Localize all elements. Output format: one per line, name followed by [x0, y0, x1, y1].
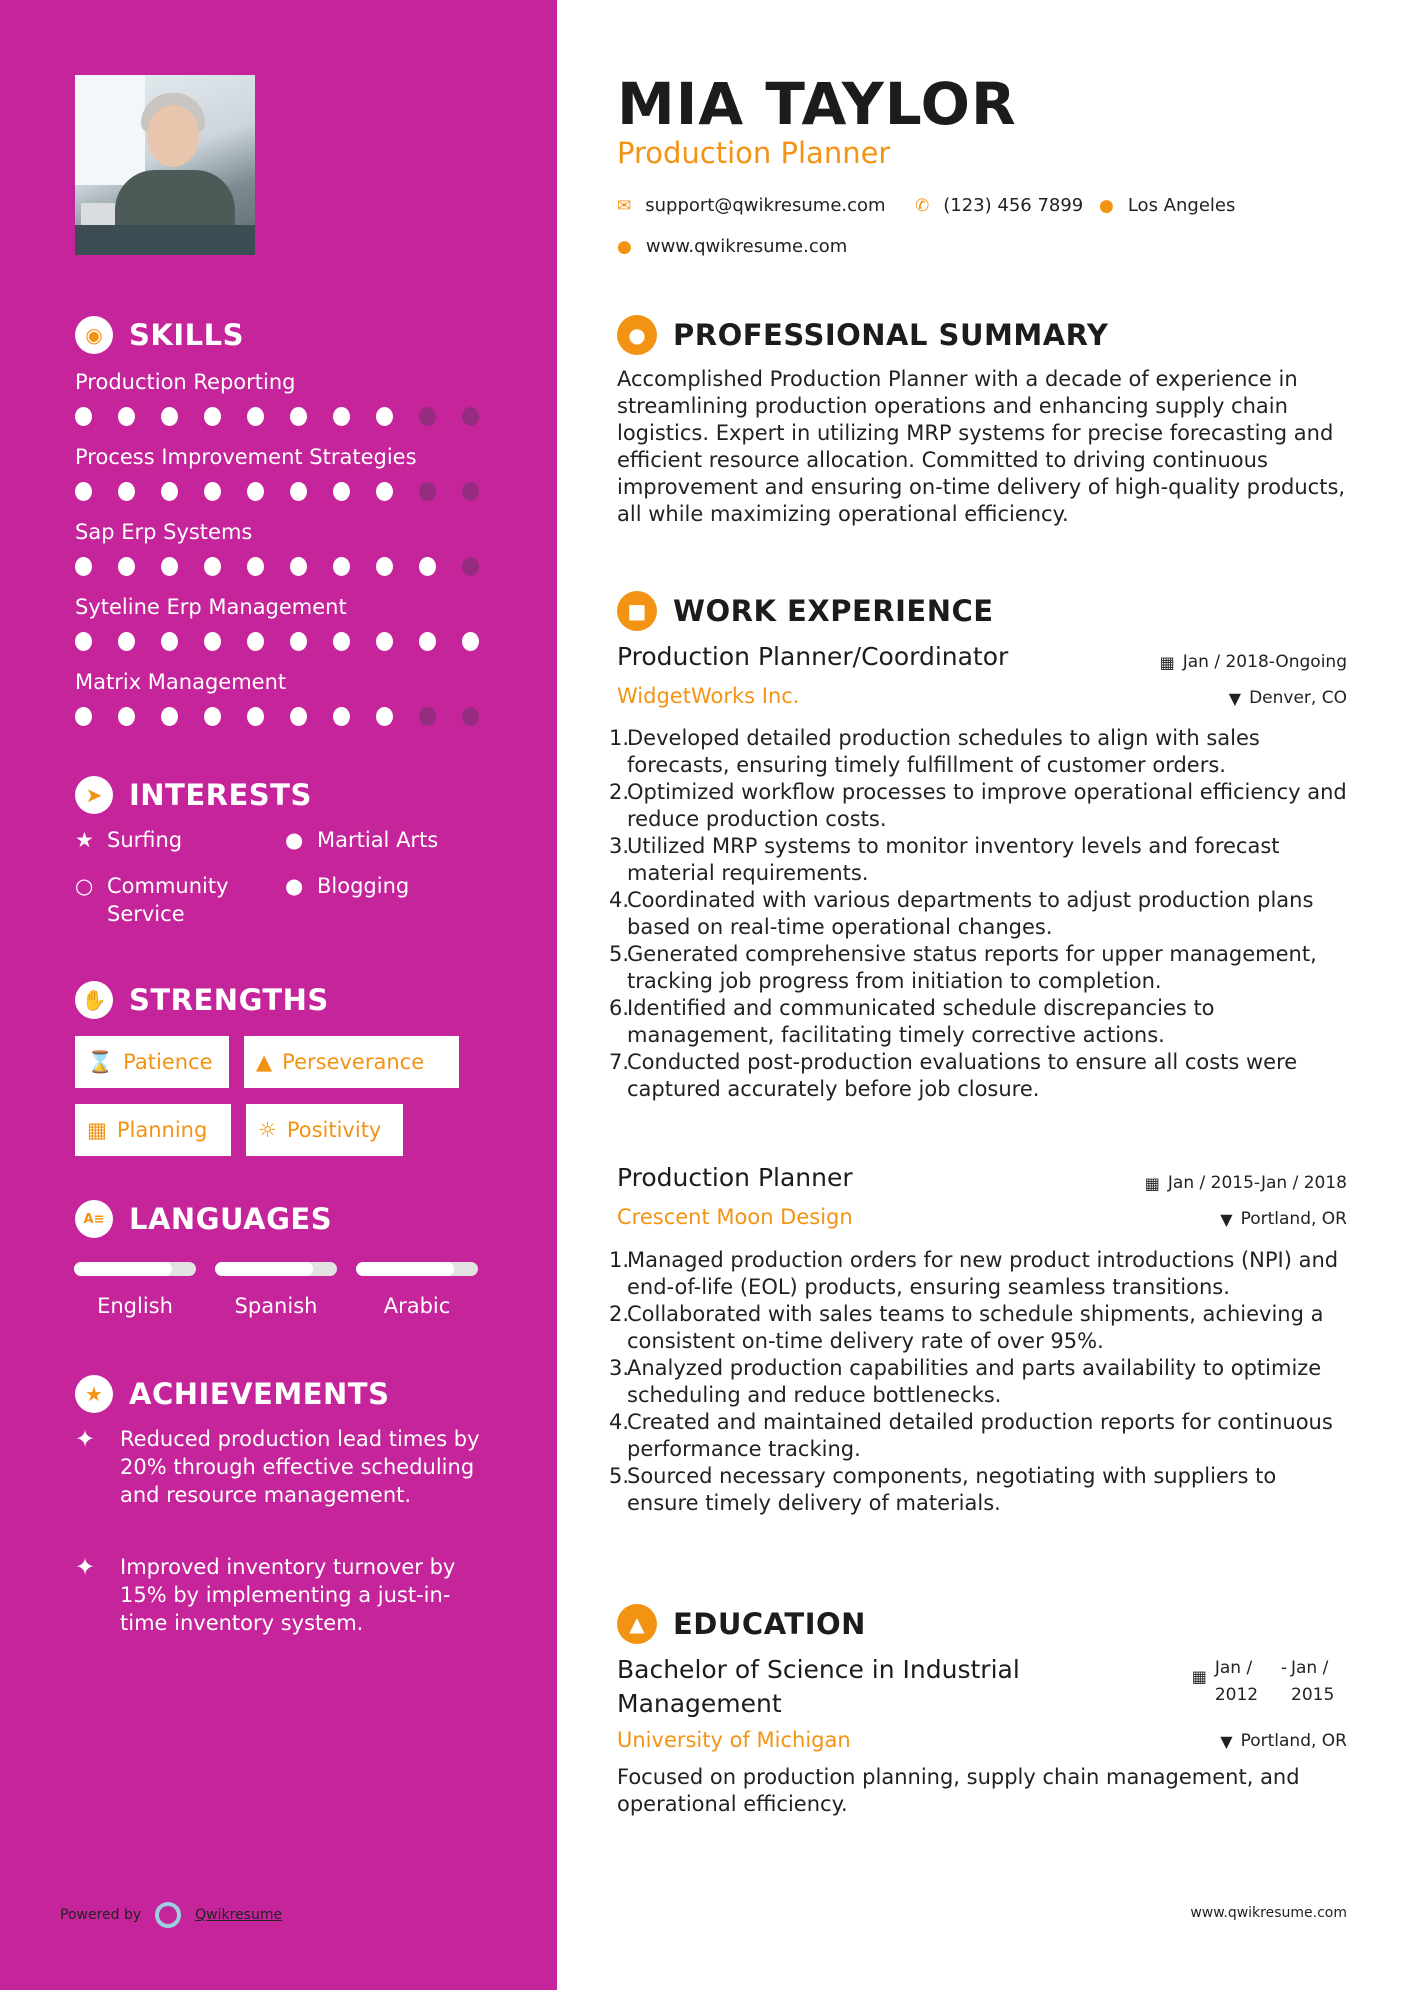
list-item: 1. Developed detailed production schedules to align with sales forecasts, ensuring timely fulfillment of customer orders. — [609, 726, 1260, 777]
job-duties — [609, 725, 1349, 1103]
users-icon: ● — [285, 874, 304, 898]
strength-badge: ▲ Perseverance — [244, 1036, 459, 1088]
skill-dot — [118, 707, 135, 726]
hand-icon: ○ — [75, 874, 94, 898]
skill-rating — [75, 557, 505, 576]
skill-dot — [290, 632, 307, 651]
user-icon: ● — [617, 315, 657, 355]
skill-dot — [419, 407, 436, 426]
skill-dot — [333, 407, 350, 426]
globe-icon: ● — [617, 236, 632, 257]
skill-dot — [290, 482, 307, 501]
company-name: Crescent Moon Design — [617, 1205, 853, 1229]
language-name: Spanish — [234, 1294, 318, 1318]
skill-dot — [419, 482, 436, 501]
education-dates: ▦ Jan / 2012 - Jan / 2015 — [1191, 1658, 1335, 1705]
language-level-bar — [215, 1262, 337, 1276]
achievement-item: ✦ Reduced production lead times by 20% through effective scheduling and resource management. — [75, 1425, 480, 1507]
skill-dot — [161, 707, 178, 726]
skill-dot — [204, 557, 221, 576]
job-dates: ▦ Jan / 2018-Ongoing — [1159, 652, 1347, 672]
list-item: 4. Coordinated with various departments to adjust production plans based on real-time operational changes. — [609, 888, 1314, 939]
skill-item: Syteline Erp Management — [75, 595, 505, 651]
skill-dot — [419, 707, 436, 726]
skill-dot — [75, 632, 92, 651]
skill-dot — [204, 707, 221, 726]
skill-dot — [290, 557, 307, 576]
strength-badge: ⌛ Patience — [75, 1036, 229, 1088]
main-content — [557, 0, 1407, 1990]
skill-item: Sap Erp Systems — [75, 520, 505, 576]
skill-dot — [333, 632, 350, 651]
email-link[interactable]: support@qwikresume.com — [645, 195, 886, 216]
skill-dot — [462, 407, 479, 426]
job-dates: ▦ Jan / 2015-Jan / 2018 — [1144, 1173, 1347, 1193]
interest-item: ● Martial Arts — [285, 828, 439, 852]
skill-dot — [462, 632, 479, 651]
calendar-icon: ▦ — [1144, 1173, 1160, 1193]
skill-rating — [75, 407, 505, 426]
skill-dot — [376, 707, 393, 726]
skill-item: Process Improvement Strategies — [75, 445, 505, 501]
skill-dot — [333, 707, 350, 726]
degree-title: Bachelor of Science in Industrial Management — [617, 1655, 1020, 1718]
strength-badge: ▦ Planning — [75, 1104, 231, 1156]
skill-dot — [419, 632, 436, 651]
list-item: 3. Utilized MRP systems to monitor inventory levels and forecast material requirements. — [609, 834, 1280, 885]
profile-photo — [75, 75, 255, 255]
skill-dot — [75, 707, 92, 726]
interest-item: ★ Surfing — [75, 828, 183, 852]
interest-item: ○ Community Service — [75, 874, 229, 926]
achievement-item: ✦ Improved inventory turnover by 15% by implementing a just-in-time inventory system. — [75, 1553, 456, 1635]
skill-dot — [247, 557, 264, 576]
skill-rating — [75, 707, 505, 726]
footer-url[interactable]: www.qwikresume.com — [1190, 1905, 1347, 1921]
skill-dot — [376, 557, 393, 576]
skill-dot — [376, 407, 393, 426]
skill-dot — [118, 407, 135, 426]
skill-dot — [75, 482, 92, 501]
location-contact: ● Los Angeles — [1099, 195, 1236, 216]
hourglass-icon: ⌛ — [87, 1049, 114, 1074]
sun-icon: ☼ — [258, 1118, 277, 1142]
list-item: 1. Managed production orders for new product introductions (NPI) and end-of-life (EOL) products, ensuring seamless transitions. — [609, 1248, 1339, 1299]
shooting-star-icon: ✦ — [75, 1425, 96, 1453]
skill-dot — [118, 632, 135, 651]
skill-dot — [462, 482, 479, 501]
list-item: 4. Created and maintained detailed production reports for continuous performance tracking. — [609, 1410, 1333, 1461]
list-item: 5. Generated comprehensive status reports for upper management, tracking job progress from initiation to completion. — [609, 942, 1317, 993]
skill-dot — [376, 482, 393, 501]
interest-item: ● Blogging — [285, 874, 410, 898]
list-item: 6. Identified and communicated schedule discrepancies to management, facilitating timely corrective actions. — [609, 996, 1215, 1047]
trophy-icon: ★ — [75, 1375, 113, 1413]
list-item: 3. Analyzed production capabilities and parts availability to optimize scheduling and reduce bottlenecks. — [609, 1356, 1322, 1407]
skill-dot — [419, 557, 436, 576]
skill-dot — [247, 482, 264, 501]
interests-heading: ➤ INTERESTS — [75, 776, 312, 814]
skill-dot — [161, 407, 178, 426]
strength-badge: ☼ Positivity — [246, 1104, 403, 1156]
job-title: Production Planner/Coordinator — [617, 642, 1009, 671]
phone-contact: ✆ (123) 456 7899 — [915, 195, 1084, 216]
fist-icon: ✋ — [75, 981, 113, 1019]
education-heading: ▲ EDUCATION — [617, 1604, 866, 1644]
list-item: 5. Sourced necessary components, negotiating with suppliers to ensure timely delivery of materials. — [609, 1464, 1277, 1515]
skill-dot — [290, 707, 307, 726]
calendar-icon: ▦ — [87, 1118, 107, 1142]
website-contact — [617, 236, 847, 257]
company-name: WidgetWorks Inc. — [617, 684, 800, 708]
pushpin-icon: ▼ — [1228, 688, 1242, 708]
skill-dot — [333, 482, 350, 501]
briefcase-icon: ■ — [617, 591, 657, 631]
skill-dot — [118, 482, 135, 501]
skill-dot — [204, 407, 221, 426]
skill-dot — [376, 632, 393, 651]
experience-heading: ■ WORK EXPERIENCE — [617, 591, 994, 631]
skill-dot — [333, 557, 350, 576]
shooting-star-icon: ✦ — [75, 1553, 96, 1581]
pushpin-icon: ▼ — [1220, 1209, 1233, 1229]
skill-dot — [247, 707, 264, 726]
skill-rating — [75, 632, 505, 651]
star-icon: ★ — [75, 828, 94, 852]
skill-dot — [161, 557, 178, 576]
sidebar — [0, 0, 557, 1990]
skills-heading: ◉ SKILLS — [75, 316, 244, 354]
powered-by: Powered by Qwikresume — [60, 1902, 282, 1928]
qwikresume-link[interactable]: Qwikresume — [195, 1907, 283, 1923]
paper-plane-icon: ➤ — [75, 776, 113, 814]
skill-dot — [75, 557, 92, 576]
lightbulb-icon: ◉ — [75, 316, 113, 354]
language-name: Arabic — [383, 1294, 451, 1318]
skill-dot — [247, 632, 264, 651]
skill-dot — [204, 632, 221, 651]
language-level-bar — [74, 1262, 196, 1276]
skill-item: Matrix Management — [75, 670, 505, 726]
job-location: ▼ Portland, OR — [1220, 1209, 1347, 1229]
job-location: ▼ Denver, CO — [1228, 688, 1347, 708]
globe-icon: ● — [285, 828, 304, 852]
skill-dot — [118, 557, 135, 576]
job-title: Production Planner — [617, 1163, 853, 1192]
skill-dot — [462, 707, 479, 726]
summary-heading: ● PROFESSIONAL SUMMARY — [617, 315, 1108, 355]
skill-item: Production Reporting — [75, 370, 505, 426]
skill-dot — [161, 482, 178, 501]
map-pin-icon: ● — [1099, 195, 1114, 216]
list-item: 7. Conducted post-production evaluations to ensure all costs were captured accurately before job closure. — [609, 1050, 1298, 1101]
skill-dot — [462, 557, 479, 576]
education-location: ▼ Portland, OR — [1220, 1731, 1347, 1751]
road-icon: ▲ — [256, 1050, 273, 1074]
skill-dot — [161, 632, 178, 651]
strengths-heading: ✋ STRENGTHS — [75, 981, 329, 1019]
candidate-name: MIA TAYLOR — [617, 70, 1017, 138]
envelope-icon: ✉ — [617, 195, 632, 216]
skill-dot — [247, 407, 264, 426]
website-link[interactable]: www.qwikresume.com — [645, 236, 848, 257]
email-contact — [617, 195, 886, 216]
candidate-role: Production Planner — [617, 136, 891, 170]
skill-dot — [204, 482, 221, 501]
skill-dot — [290, 407, 307, 426]
skill-rating — [75, 482, 505, 501]
phone-icon: ✆ — [915, 195, 930, 216]
language-level-bar — [356, 1262, 478, 1276]
languages-heading: A≡ LANGUAGES — [75, 1200, 332, 1238]
job-duties — [609, 1247, 1349, 1517]
list-item: 2. Collaborated with sales teams to schedule shipments, achieving a consistent on-time delivery rate of over 95%. — [609, 1302, 1324, 1353]
qwikresume-logo-icon — [155, 1902, 181, 1928]
achievements-heading: ★ ACHIEVEMENTS — [75, 1375, 389, 1413]
skill-dot — [75, 407, 92, 426]
summary-text: Accomplished Production Planner with a decade of experience in streamlining production operations and enhancing supply chain logistics. Expert in utilizing MRP systems for precise forecasting and efficient resource allocation. Committed to driving continuous improvement and ensuring on-time delivery of high-quality products, all while maximizing operational efficiency. — [617, 367, 1346, 526]
graduation-icon: ▲ — [617, 1604, 657, 1644]
education-description: Focused on production planning, supply chain management, and operational efficiency. — [617, 1765, 1300, 1816]
list-item: 2. Optimized workflow processes to improve operational efficiency and reduce production costs. — [609, 780, 1347, 831]
pushpin-icon: ▼ — [1220, 1731, 1233, 1751]
language-icon: A≡ — [75, 1200, 113, 1238]
language-name: English — [97, 1294, 173, 1318]
school-name: University of Michigan — [617, 1728, 851, 1752]
calendar-icon: ▦ — [1191, 1667, 1207, 1686]
calendar-icon: ▦ — [1159, 652, 1175, 672]
